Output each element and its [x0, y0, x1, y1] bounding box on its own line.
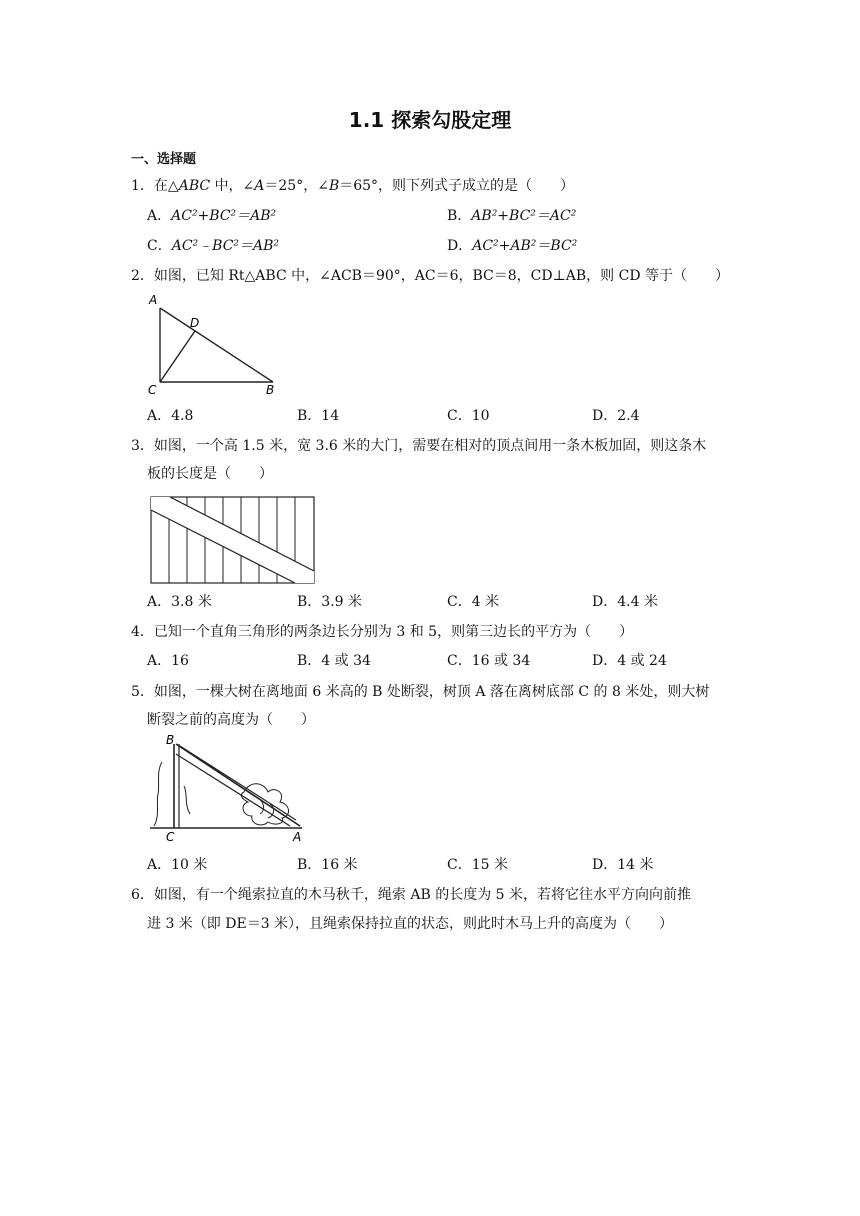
- gate-figure: [150, 496, 316, 586]
- q5-option-d[interactable]: D．14 米: [592, 857, 654, 873]
- q5-option-c[interactable]: C．15 米: [447, 857, 508, 873]
- q4-option-b[interactable]: B．4 或 34: [297, 653, 371, 669]
- q2-option-a[interactable]: A．4.8: [147, 408, 194, 424]
- q1-option-b[interactable]: B．AB²+BC²＝AC²: [447, 208, 577, 224]
- page-title: 1.1 探索勾股定理: [348, 108, 512, 132]
- vertex-label-b: B: [266, 383, 275, 397]
- vertex-label-a: A: [149, 293, 158, 307]
- triangle-figure: [140, 290, 290, 398]
- question-5: 5．如图，一棵大树在离地面 6 米高的 B 处断裂，树顶 A 落在离树底部 C 的 8 米处，则大树: [131, 684, 710, 700]
- vertex-label-c: C: [148, 383, 157, 397]
- question-4: 4．已知一个直角三角形的两条边长分别为 3 和 5，则第三边长的平方为（ ）: [131, 624, 634, 640]
- question-6: 6．如图，有一个绳索拉直的木马秋千，绳索 AB 的长度为 5 米，若将它往水平方向向前推: [131, 887, 692, 903]
- q2-option-b[interactable]: B．14: [297, 408, 340, 424]
- q5-option-b[interactable]: B．16 米: [297, 857, 358, 873]
- q1-option-d[interactable]: D．AC²+AB²＝BC²: [447, 238, 578, 254]
- question-6-continued: 进 3 米（即 DE＝3 米），且绳索保持拉直的状态，则此时木马上升的高度为（ ）: [147, 916, 674, 932]
- q2-option-d[interactable]: D．2.4: [592, 408, 640, 424]
- point-label-c: C: [166, 830, 175, 844]
- q2-option-c[interactable]: C．10: [447, 408, 490, 424]
- q4-option-a[interactable]: A．16: [147, 653, 189, 669]
- q3-option-b[interactable]: B．3.9 米: [297, 594, 363, 610]
- question-2: 2．如图，已知 Rt△ABC 中，∠ACB＝90°，AC＝6，BC＝8，CD⊥AB，则 CD 等于（ ）: [131, 268, 730, 284]
- question-3-continued: 板的长度是（ ）: [147, 466, 273, 482]
- question-3: 3．如图，一个高 1.5 米，宽 3.6 米的大门，需要在相对的顶点间用一条木板加固，则这条木: [131, 438, 707, 454]
- q1-option-a[interactable]: A．AC²+BC²＝AB²: [147, 208, 277, 224]
- point-label-b: B: [166, 733, 175, 747]
- q5-option-a[interactable]: A．10 米: [147, 857, 208, 873]
- question-1: 1．在△ABC 中，∠A＝25°，∠B＝65°，则下列式子成立的是（ ）: [131, 178, 575, 194]
- q1-option-c[interactable]: C．AC²﹣BC²＝AB²: [147, 238, 280, 254]
- broken-tree-figure: [140, 732, 315, 847]
- point-label-a: A: [293, 830, 302, 844]
- q3-option-a[interactable]: A．3.8 米: [147, 594, 212, 610]
- q3-option-d[interactable]: D．4.4 米: [592, 594, 658, 610]
- question-number: 1．: [131, 178, 154, 194]
- q3-option-c[interactable]: C．4 米: [447, 594, 500, 610]
- q4-option-c[interactable]: C．16 或 34: [447, 653, 531, 669]
- q4-option-d[interactable]: D．4 或 24: [592, 653, 667, 669]
- vertex-label-d: D: [190, 316, 200, 330]
- section-heading: 一、选择题: [131, 152, 197, 167]
- question-5-continued: 断裂之前的高度为（ ）: [147, 712, 315, 728]
